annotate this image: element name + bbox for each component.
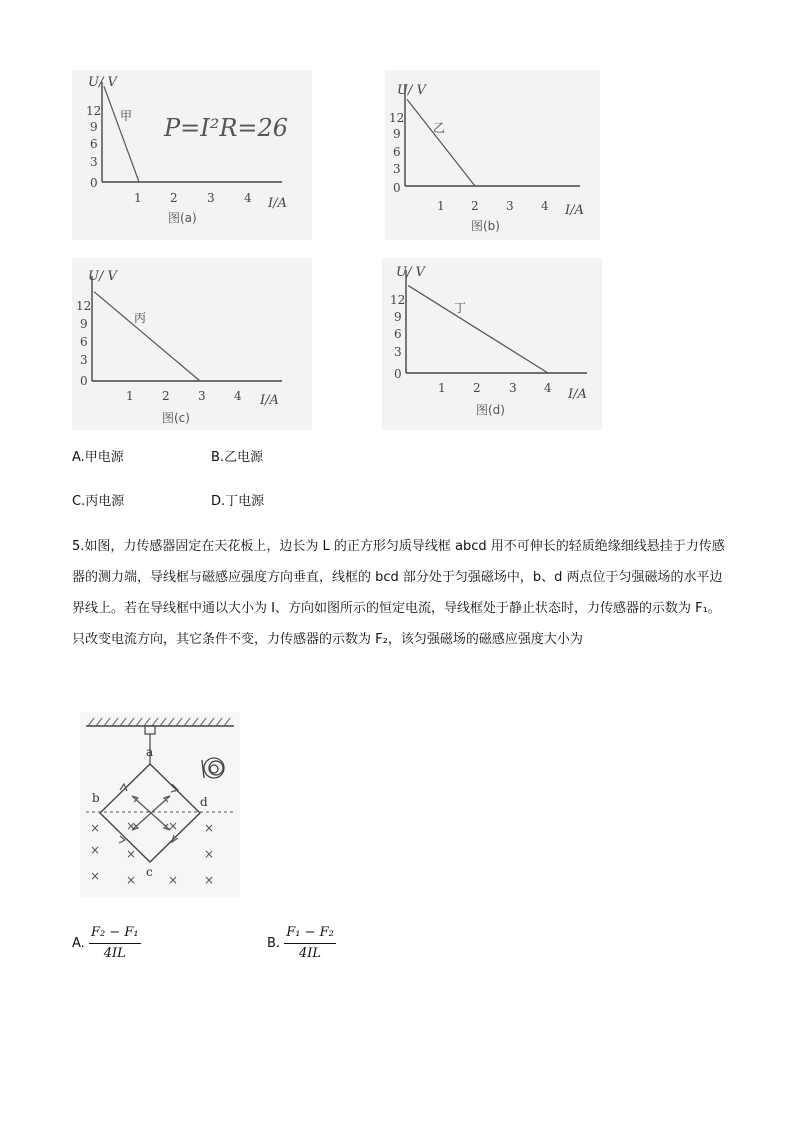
graph-d-svg [382,258,602,430]
y-tick-3: 3 [393,162,401,176]
y-tick-12: 12 [390,293,406,307]
x-tick-2: 2 [471,199,479,213]
q4-option-c[interactable] [72,493,124,511]
q5-option-b[interactable] [267,924,336,963]
q5-figure-svg [80,712,240,897]
svg-text:×: × [126,873,137,887]
option-text: 丁电源 [225,494,265,509]
figure-caption: 图(c) [162,411,190,425]
svg-text:×: × [126,847,137,861]
y-tick-6: 6 [393,145,401,159]
y-axis-label: U/ V [397,83,426,98]
x-axis-label: I/A [568,387,587,402]
scribbled-arrows [132,796,170,830]
y-tick-3: 3 [394,345,402,359]
option-letter: A. [72,450,85,465]
y-tick-3: 3 [90,155,98,169]
numerator: F₂ − F₁ [89,924,141,944]
ceiling-hatching [88,718,230,726]
x-tick-2: 2 [473,381,481,395]
svg-text:×: × [204,821,215,835]
q5-figure [80,712,240,897]
svg-text:×: × [204,847,215,861]
graph-a [72,70,312,240]
option-letter: B. [267,936,281,951]
y-tick-12: 12 [86,104,102,118]
option-text: 甲电源 [84,450,124,465]
y-tick-0: 0 [80,374,88,388]
graph-c-svg [72,258,312,430]
svg-text:×: × [204,873,215,887]
x-tick-1: 1 [437,199,445,213]
graph-a-svg [72,70,312,240]
y-axis-label: U/ V [88,269,117,284]
q4-option-b[interactable] [211,449,263,467]
x-tick-4: 4 [544,381,552,395]
q5-stem: 5.如图，力传感器固定在天花板上，边长为 L 的正方形匀质导线框 abcd 用不可伸长的轻质绝缘细线悬挂于力传感器的测力端，导线框与磁感应强度方向垂直，线框的 bcd 部分处于匀强磁场中，b、d 两点位于匀强磁场的水平边界线上。若在导线框中通以大小为 I、方向如图所示的恒定电流，导线框处于静止状态时，力传感器的示数为 F₁。只改变电流方向，其它条件不变，力传感器的示数为 F₂，该匀强磁场的磁感应强度大小为 [72,539,725,647]
q4-option-d[interactable] [211,493,264,511]
y-tick-6: 6 [80,335,88,349]
x-axis-label: I/A [565,203,584,218]
x-tick-3: 3 [506,199,514,213]
graph-c [72,258,312,430]
svg-text:×: × [126,819,137,833]
x-tick-3: 3 [198,389,206,403]
svg-text:×: × [168,819,179,833]
fraction [89,924,141,963]
y-tick-6: 6 [394,327,402,341]
y-tick-9: 9 [90,120,98,134]
y-axis-label: U/ V [396,265,425,280]
handwritten-formula: P=I²R=26 [164,114,289,142]
x-tick-1: 1 [126,389,134,403]
graph-b-svg [385,70,600,240]
handwritten-scribble [202,758,224,778]
label-b: b [92,791,100,805]
q4-option-a[interactable] [72,449,124,467]
svg-text:×: × [90,869,101,883]
curve-label: 丁 [454,301,467,315]
x-tick-3: 3 [207,191,215,205]
curve-label: 乙 [433,121,446,135]
y-tick-0: 0 [394,367,402,381]
x-tick-4: 4 [541,199,549,213]
figure-caption: 图(a) [168,211,197,225]
y-tick-9: 9 [394,310,402,324]
x-tick-4: 4 [244,191,252,205]
option-letter: D. [211,494,226,509]
current-arrows [119,784,178,843]
wire-frame [100,764,200,862]
x-tick-1: 1 [438,381,446,395]
y-tick-12: 12 [389,111,405,125]
fraction [284,924,336,963]
ui-line-c [94,292,200,381]
figure-caption: 图(d) [476,403,505,417]
svg-text:×: × [90,821,101,835]
denominator: 4IL [103,946,126,961]
figure-caption: 图(b) [471,219,500,233]
ui-line-b [407,99,475,186]
option-letter: C. [72,494,86,509]
svg-text:×: × [90,843,101,857]
x-tick-4: 4 [234,389,242,403]
option-text: 乙电源 [224,450,264,465]
force-sensor [145,726,155,734]
graph-b [385,70,600,240]
x-axis-label: I/A [268,196,287,211]
x-tick-2: 2 [170,191,178,205]
option-letter: B. [211,450,225,465]
y-axis-label: U/ V [88,75,117,90]
y-tick-6: 6 [90,137,98,151]
ui-line-a [104,86,139,182]
x-axis-label: I/A [260,393,279,408]
x-tick-3: 3 [509,381,517,395]
y-tick-9: 9 [80,317,88,331]
y-tick-12: 12 [76,299,92,313]
label-a: a [146,745,154,759]
curve-label: 甲 [120,109,133,123]
label-c: c [146,865,153,879]
ui-line-d [408,285,548,373]
curve-label: 丙 [134,311,147,325]
graph-d [382,258,602,430]
option-letter: A. [72,936,85,951]
x-tick-2: 2 [162,389,170,403]
y-tick-0: 0 [393,181,401,195]
denominator: 4IL [298,946,322,961]
x-tick-1: 1 [134,191,142,205]
y-tick-9: 9 [393,127,401,141]
option-text: 丙电源 [85,494,125,509]
y-tick-3: 3 [80,353,88,367]
y-tick-0: 0 [90,176,98,190]
label-d: d [200,795,208,809]
numerator: F₁ − F₂ [284,924,336,944]
svg-text:×: × [168,873,179,887]
q5-option-a[interactable] [72,924,141,963]
